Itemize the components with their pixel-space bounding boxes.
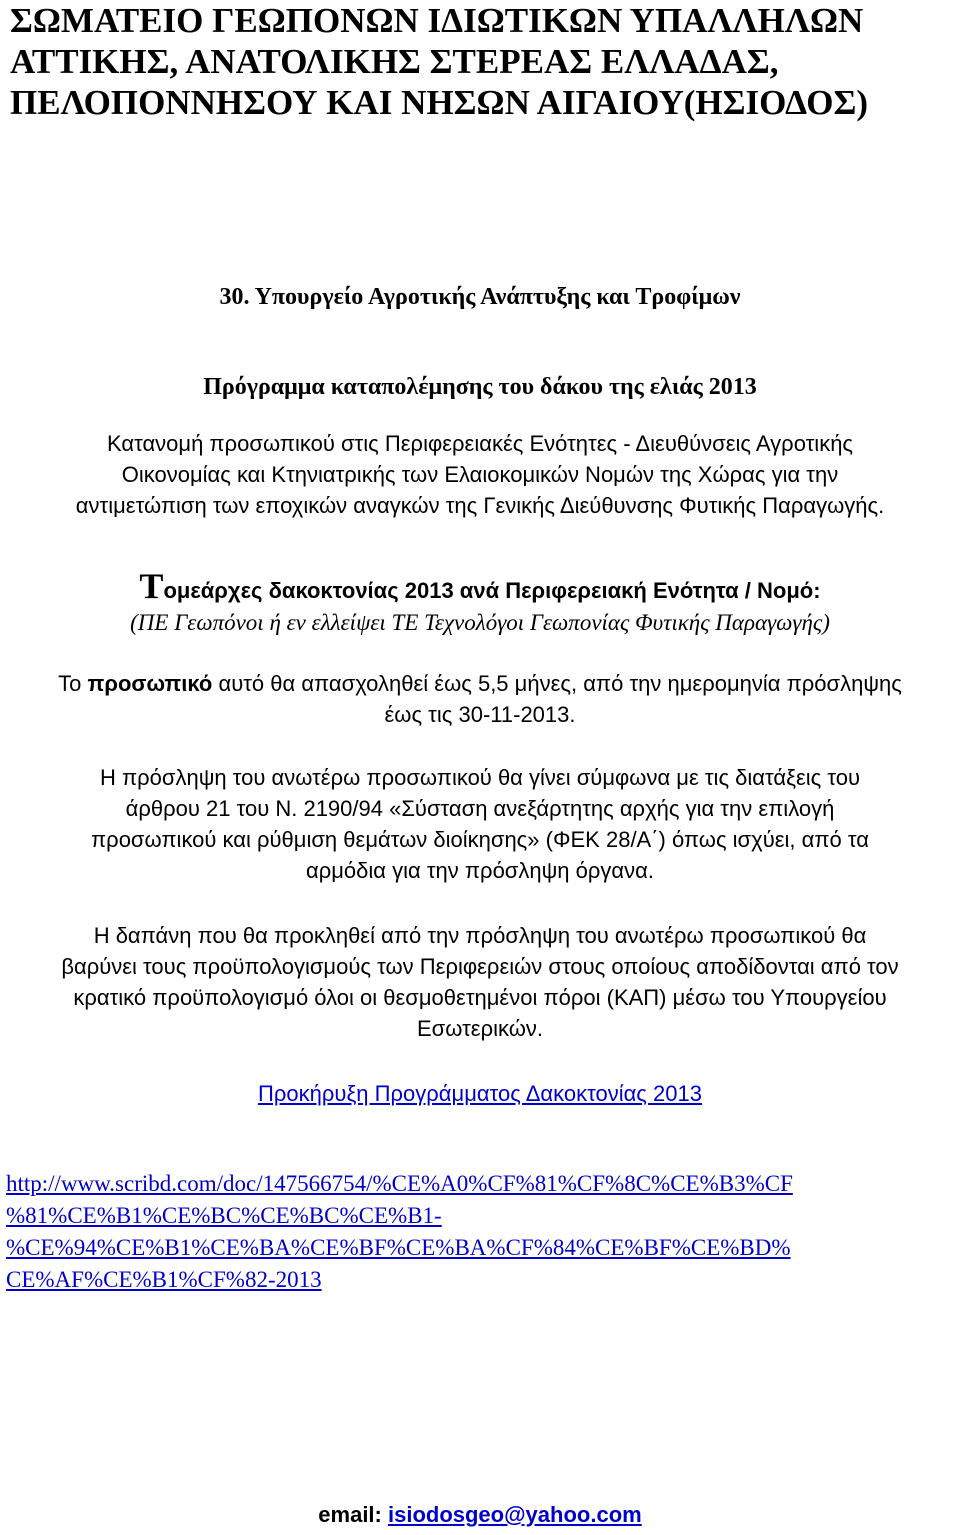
program-intro-line-3: αντιμετώπιση των εποχικών αναγκών της Γενικής Διεύθυνσης Φυτικής Παραγωγής. [75, 493, 885, 518]
hiring-paragraph [10, 762, 950, 886]
hiring-paragraph-line-2: άρθρου 21 του Ν. 2190/94 «Σύσταση ανεξάρτητης αρχής για την επιλογή [125, 796, 835, 821]
union-title-line-2: ΑΤΤΙΚΗΣ, ΑΝΑΤΟΛΙΚΗΣ ΣΤΕΡΕΑΣ ΕΛΛΑΔΑΣ, [10, 42, 779, 81]
scribd-url [6, 1168, 954, 1296]
program-intro-line-2: Οικονομίας και Κτηνιατρικής των Ελαιοκομικών Νομών της Χώρας για την [121, 462, 839, 487]
employment-paragraph [10, 668, 950, 730]
scribd-url-line-4[interactable]: CE%AF%CE%B1%CF%82-2013 [6, 1267, 322, 1292]
cost-paragraph-line-1: Η δαπάνη που θα προκληθεί από την πρόσληψη του ανωτέρω προσωπικού θα [93, 923, 867, 948]
union-title-line-1: ΣΩΜΑΤΕΙΟ ΓΕΩΠΟΝΩΝ ΙΔΙΩΤΙΚΩΝ ΥΠΑΛΛΗΛΩΝ [10, 1, 864, 40]
employment-line1-rest: αυτό θα απασχοληθεί έως 5,5 μήνες, από την ημερομηνία πρόσληψης [212, 671, 902, 696]
employment-paragraph-line-1 [10, 668, 950, 699]
email-link[interactable]: isiodosgeo@yahoo.com [387, 1502, 642, 1527]
cost-paragraph-line-3: κρατικό προϋπολογισμό όλοι οι θεσμοθετημένοι πόροι (ΚΑΠ) μέσω του Υπουργείου [73, 985, 887, 1010]
union-title-line-3: ΠΕΛΟΠΟΝΝΗΣΟΥ ΚΑΙ ΝΗΣΩΝ ΑΙΓΑΙΟΥ(ΗΣΙΟΔΟΣ) [10, 83, 868, 122]
roles-heading [0, 568, 960, 609]
hiring-paragraph-line-4: αρμόδια για την πρόσληψη όργανα. [306, 858, 654, 883]
employment-prefix: Το [58, 671, 88, 696]
section-title: 30. Υπουργείο Αγροτικής Ανάπτυξης και Τροφίμων [219, 284, 741, 310]
program-intro [10, 428, 950, 521]
roles-subheading: (ΠΕ Γεωπόνοι ή εν ελλείψει ΤΕ Τεχνολόγοι Γεωπονίας Φυτικής Παραγωγής) [130, 610, 830, 635]
employment-bold-word: προσωπικό [87, 671, 213, 696]
employment-paragraph-line-2: έως τις 30-11-2013. [384, 702, 576, 727]
program-intro-line-1: Κατανομή προσωπικού στις Περιφερειακές Ενότητες - Διευθύνσεις Αγροτικής [106, 431, 854, 456]
hiring-paragraph-line-3: προσωπικού και ρύθμιση θεμάτων διοίκησης» (ΦΕΚ 28/Α΄) όπως ισχύει, από τα [91, 827, 869, 852]
email-label: email: [318, 1502, 388, 1527]
cost-paragraph-line-4: Εσωτερικών. [416, 1016, 544, 1041]
roles-heading-initial: Τ [139, 566, 164, 606]
cost-paragraph-line-2: βαρύνει τους προϋπολογισμούς των Περιφερειών στους οποίους αποδίδονται από τον [61, 954, 899, 979]
hiring-paragraph-line-1: Η πρόσληψη του ανωτέρω προσωπικού θα γίνει σύμφωνα με τις διατάξεις του [99, 765, 861, 790]
announcement-link-row [0, 1078, 960, 1109]
scribd-url-line-2[interactable]: %81%CE%B1%CE%BC%CE%BC%CE%B1- [6, 1203, 442, 1228]
roles-heading-text: ομεάρχες δακοκτονίας 2013 ανά Περιφερειακή Ενότητα / Νομό: [163, 578, 821, 603]
scribd-url-line-3[interactable]: %CE%94%CE%B1%CE%BA%CE%BF%CE%BA%CF%84%CE%BF%CE%BD% [6, 1235, 791, 1260]
cost-paragraph [10, 920, 950, 1044]
union-title [10, 0, 950, 123]
scribd-url-line-1[interactable]: http://www.scribd.com/doc/147566754/%CE%A0%CF%81%CF%8C%CE%B3%CF [6, 1171, 793, 1196]
announcement-link[interactable]: Προκήρυξη Προγράμματος Δακοκτονίας 2013 [258, 1081, 702, 1106]
program-title: Πρόγραμμα καταπολέμησης του δάκου της ελιάς 2013 [203, 374, 757, 400]
footer-email [0, 1500, 960, 1530]
